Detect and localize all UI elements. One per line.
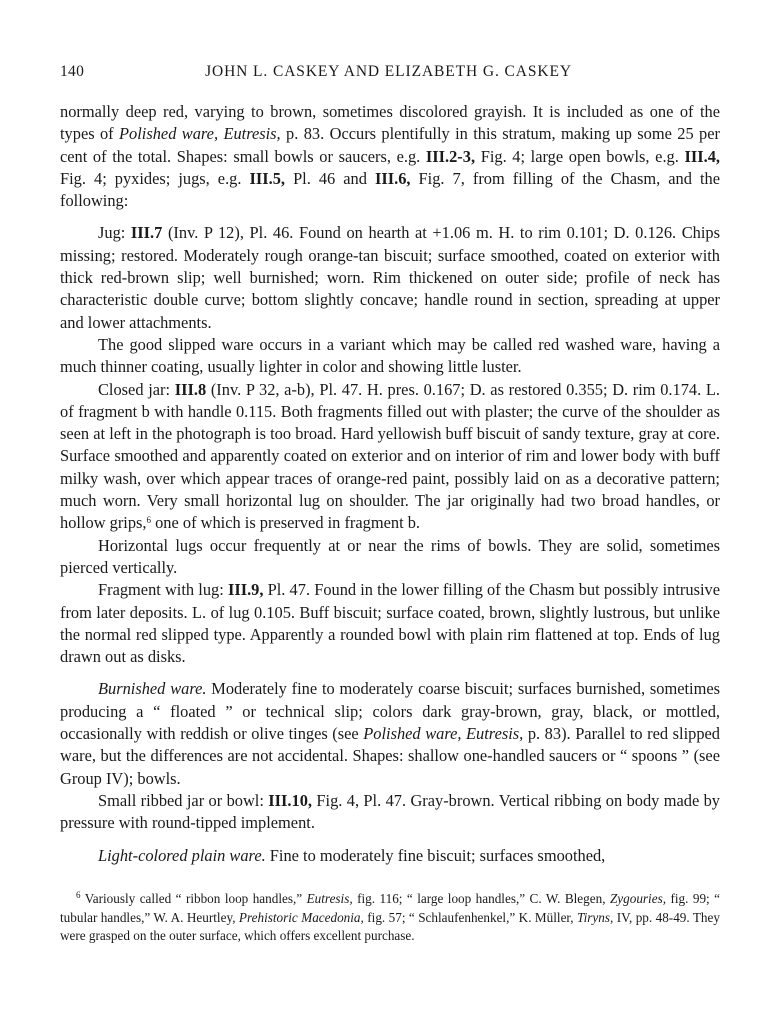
catalogue-number: III.6, xyxy=(374,168,411,188)
catalogue-number: III.2-3, xyxy=(425,146,476,166)
catalogue-number: III.4, xyxy=(684,146,720,166)
footnote xyxy=(60,890,720,946)
ware-heading: Light-colored plain ware. xyxy=(98,845,266,865)
footnote-marker: 6 xyxy=(76,890,81,900)
body-text xyxy=(60,101,720,867)
paragraph-burnished-ware: Burnished ware. Moderately fine to moderately coarse biscuit; surfaces burnished, sometimes producing a “ floated ” or technical slip; colors dark gray-brown, gray, black, or mottled, occasionally with reddish or olive tinges (see Polished ware, Eutresis, p. 83). Parallel to red slipped ware, but the differences are not accidental. Shapes: shallow one-handled saucers or “ spoons ” (see Group IV); bowls. xyxy=(60,679,720,788)
paragraph-red-washed-ware: The good slipped ware occurs in a variant which may be called red washed ware, having a much thinner coating, usually lighter in color and showing little luster. xyxy=(60,334,720,377)
paragraph-slipped-ware: normally deep red, varying to brown, sometimes discolored grayish. It is included as one of the types of Polished ware, Eutresis, p. 83. Occurs plentifully in this stratum, making up some 25 per cent of the total. Shapes: small bowls or saucers, e.g. III.2-3, Fig. 4; large open bowls, e.g. III.4, Fig. 4; pyxides; jugs, e.g. III.5, Pl. 46 and III.6, Fig. 7, from filling of the Chasm, and the following: xyxy=(60,102,720,211)
catalogue-number: III.8 xyxy=(174,379,207,399)
catalogue-entry-fragment: Fragment with lug: III.9, Pl. 47. Found in the lower filling of the Chasm but possibly intrusive from later deposits. L. of lug 0.105. Buff biscuit; surface coated, brown, slightly lustrous, but unlike the normal red slipped type. Apparently a rounded bowl with plain rim flattened at top. Ends of lug drawn out as disks. xyxy=(60,580,720,667)
catalogue-entry-ribbed-jar: Small ribbed jar or bowl: III.10, Fig. 4, Pl. 47. Gray-brown. Vertical ribbing on body made by pressure with round-tipped implement. xyxy=(60,790,720,833)
italic-reference: Polished ware, Eutresis, xyxy=(363,724,524,744)
catalogue-number: III.10, xyxy=(268,790,313,810)
catalogue-entry-closed-jar: Closed jar: III.8 (Inv. P 32, a-b), Pl. 47. H. pres. 0.167; D. as restored 0.355; D. rim 0.174. L. of fragment b with handle 0.115. Both fragments filled out with plaster; the curve of the shoulder as seen at left in the photograph is too broad. Hard yellowish buff biscuit of sandy texture, gray at core. Surface smoothed and apparently coated on exterior and on interior of rim and lower body with buff milky wash, over which appear traces of orange-red paint, possibly laid on as a decorative pattern; much worn. Very small horizontal lug on shoulder. The jar originally had two broad handles, or hollow grips,$^6$ one of which is preserved in fragment b. xyxy=(60,379,720,533)
running-title: JOHN L. CASKEY AND ELIZABETH G. CASKEY xyxy=(205,63,572,80)
paragraph-light-colored-ware: Light-colored plain ware. Fine to moderately fine biscuit; surfaces smoothed, xyxy=(98,845,606,865)
footnote-6: $^6$ Variously called “ ribbon loop handles,” Eutresis, fig. 116; “ large loop handles,” C. W. Blegen, Zygouries, fig. 99; “ tubular handles,” W. A. Heurtley, Prehistoric Macedonia, fig. 57; “ Schlaufenhenkel,” K. Müller, Tiryns, IV, pp. 48-49. They were grasped on the outer surface, which offers excellent purchase. xyxy=(60,890,721,943)
page-header xyxy=(60,63,717,87)
ware-heading: Burnished ware. xyxy=(98,679,207,699)
italic-reference: Polished ware, Eutresis, xyxy=(119,124,281,144)
catalogue-number: III.9, xyxy=(227,580,264,600)
paragraph-horizontal-lugs: Horizontal lugs occur frequently at or near the rims of bowls. They are solid, sometimes pierced vertically. xyxy=(60,535,720,577)
catalogue-number: III.5, xyxy=(249,168,286,188)
page-number: 140 xyxy=(60,63,85,80)
footnote-marker: 6 xyxy=(146,515,152,526)
catalogue-number: III.7 xyxy=(130,223,163,243)
catalogue-entry-jug: Jug: III.7 (Inv. P 12), Pl. 46. Found on hearth at +1.06 m. H. to rim 0.101; D. 0.126. Chips missing; restored. Moderately rough orange-tan biscuit; surface smoothed, coated on exterior with thick red-brown slip; well burnished; worn. Rim thickened on outer side; profile of neck has characteristic double curve; bottom slightly concave; handle round in section, spreading at upper and lower attachments. xyxy=(60,223,720,332)
